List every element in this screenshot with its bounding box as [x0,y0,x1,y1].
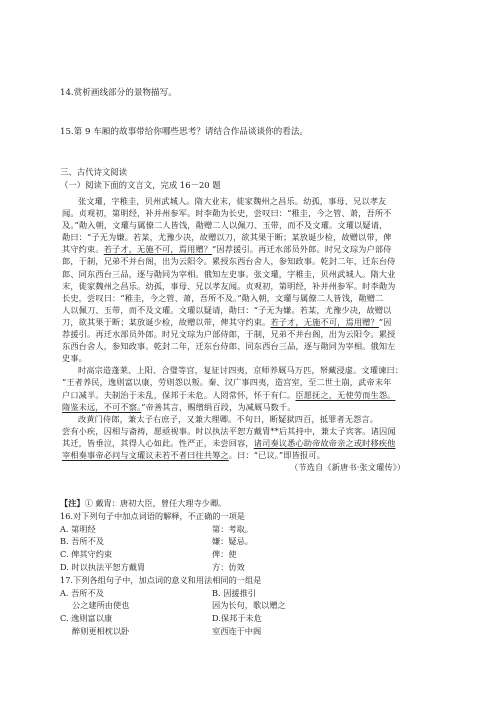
passage-line [62,243,462,255]
passage-text: 时高宗造蓬莱、上阳、合璧等宫，复征讨四夷，京师养厩马万匹，帑藏浸虚。文瓘谏曰： [78,365,404,376]
passage-text: “王者养民，逸则富以康，劳则怨以叛。秦、汉广事四夷，造宫室，至二世土崩，武帝末年 [62,377,392,388]
passage-line [62,219,462,231]
subsection-heading: （一）阅读下面的文言文，完成 16－20 题 [60,180,221,190]
passage-line [62,449,462,461]
passage-line [62,207,462,219]
option-left: C. 逸则富以康 [60,613,113,624]
question-16-options [60,523,460,574]
underlined-text: 臣愿抚之，无使劳而生怨。 [295,389,396,400]
question-14: 14.赏析画线部分的景物描写。 [60,88,177,98]
underlined-text: 若子才，无施不可，焉用赠？ [103,244,213,255]
passage-line [62,352,462,364]
passage-text: ”因 [378,316,392,327]
passage-text: 史事。 [62,353,88,364]
option-left: 公之建所由使也 [72,600,130,611]
passage-line [62,376,462,388]
passage-text: 闻。贞观初，第明经，补并州参军。时李勣为长史，尝叹曰：“稚圭，今之管、萧，吾所不 [62,208,392,219]
option-right: 因为长句，歌以赠之 [212,600,286,611]
passage-text: 东西台舍人，参知政事。乾封二年，迁东台侍郎、同东西台三品，逐与勣同为宰相。俄知左 [62,341,396,352]
option-right: 嫌：疑忌。 [212,536,253,547]
question-17: 17.下列各组句子中，加点词的意义和用法相同的一组是 [60,574,262,585]
question-17-options [60,587,460,638]
passage-text: 人以佩刀、玉带，而不及文瓘。文瓘以疑请，勣曰：“子无为嫌。若某，尤豫少决，故赠以 [62,304,392,315]
passage-line [62,389,462,401]
classical-passage [62,195,462,473]
passage-line [62,340,462,352]
passage-text: （节选自《新唐书·张文瓘传》） [290,462,406,473]
option-right: 方：仿效 [212,561,245,572]
option-row [60,587,460,600]
option-row [60,535,460,548]
option-left: A. 吾所不及 [60,587,104,598]
option-left: 醉则更相枕以卧 [72,625,130,636]
passage-line [62,437,462,449]
passage-line [62,316,462,328]
passage-text: 刀，欲其果于断；某放诞少检，故赠以带，俾其守约束。 [62,316,271,327]
option-right: D.保邦于未危 [212,613,262,624]
option-left: B. 吾所不及 [60,536,104,547]
underlined-text: 宰相奏事帝必问与文瓘议未若不者曰往共筹之 [62,449,229,460]
passage-text: 长史，尝叹曰：“稚圭，今之管、萧，吾所不及。”勣入朝，文瓘与属僚二人皆饯，勣赠二 [62,292,384,303]
passage-text: 户口减半。夫制治于未乱，保邦于未危。人罔常怀，怀于有仁。 [62,389,296,400]
underlined-text: 诸司奏议悉心助帝故帝亲之或时移疾他 [253,437,396,448]
passage-line [62,268,462,280]
passage-source [62,461,462,473]
passage-line [62,292,462,304]
passage-text: 及。”勣入朝，文瓘与属僚二人皆饯，勣赠二人以佩刀、玉带，而不及文瓘。文瓘以疑请， [62,220,388,231]
option-right: B. 因援推引 [212,587,256,598]
passage-line [62,195,462,207]
passage-line [62,304,462,316]
passage-line [62,328,462,340]
passage-text: 尝有小疾，囚相与斋祷，愿亟视事。时以执法平恕方戴胄**后其持中，兼太子宾客。诸囚闻 [62,425,396,436]
question-16: 16.对下列句子中加点词语的解释，不正确的一项是 [60,510,245,521]
annotation-note [60,497,460,510]
passage-text: 其迁，皆垂泣，其得人心如此。性严正，未尝回容， [62,437,254,448]
passage-text: 郎、同东西台三品，逐与勣同为宰相。俄知左史事。张文瓘，字稚圭，贝州武城人。隋大业 [62,268,396,279]
option-row [60,599,460,612]
option-left: C. 俾其守约束 [60,549,113,560]
option-row [60,523,460,536]
section-heading: 三、古代诗文阅读 [60,167,127,177]
underlined-text: 隋鉴未远，不可不察。 [62,401,142,412]
option-right: 室西连于中阁 [212,625,262,636]
passage-line [62,364,462,376]
option-left: D. 时以执法平恕方戴胄 [60,561,146,572]
passage-line [62,231,462,243]
passage-text: 荐援引。再迁水部员外郎。时兄文琮为户部侍郎，于制，兄弟不并台阁，出为云阳令。累授 [62,329,396,340]
note-label: 【注】 [60,498,85,508]
passage-line [62,401,462,413]
note-text: ① 戴胄：唐初大臣，曾任大理寺少卿。 [84,498,227,508]
passage-text: 张文瓘，字稚圭，贝州武城人。隋大业末，徙家魏州之昌乐。幼孤，事母、兄以孝友 [78,196,387,206]
option-right: 俾：使 [212,549,237,560]
question-15: 15.第 9 车厢的故事带给你哪些思考？请结合作品谈谈你的看法。 [60,127,309,137]
option-left: A. 第明经 [60,523,96,534]
passage-text: 郎，于制，兄弟不并台阁，出为云阳令。累授东西台舍人，参知政事。乾封二年，迁东台侍 [62,256,396,267]
passage-text: ”帝善其言，赐缯绢百段，为减厩马数千。 [141,401,296,412]
questions-block [60,497,460,638]
option-row [60,561,460,574]
option-row [60,612,460,625]
passage-line [62,255,462,267]
passage-line [62,280,462,292]
passage-text: 改黄门侍郎，兼太子右庶子，又兼大理卿。不旬日，断疑狱四百，抵罪者无怨言。 [78,413,379,424]
option-row [60,548,460,561]
passage-text: ”因荐援引。再迁水部员外郎。时兄文琮为户部侍 [212,244,392,255]
passage-text: 。曰：“已议。”即皆报可。 [228,449,326,460]
passage-text: 末，徙家魏州之昌乐。幼孤，事母、兄以孝友闻。贞观初，第明经，补并州参军。时李勣为 [62,280,396,291]
option-row [60,625,460,638]
passage-line [62,425,462,437]
underlined-text: 若子才，无施不可，焉用赠？ [270,316,379,327]
passage-text: 勣曰：“子无为嫌。若某，尤豫少决，故赠以刀，欲其果于断；某放诞少检，故赠以带，俾 [62,232,392,243]
option-right: 第：考取。 [212,523,253,534]
passage-text: 其守约束。 [62,244,104,255]
passage-line [62,413,462,425]
